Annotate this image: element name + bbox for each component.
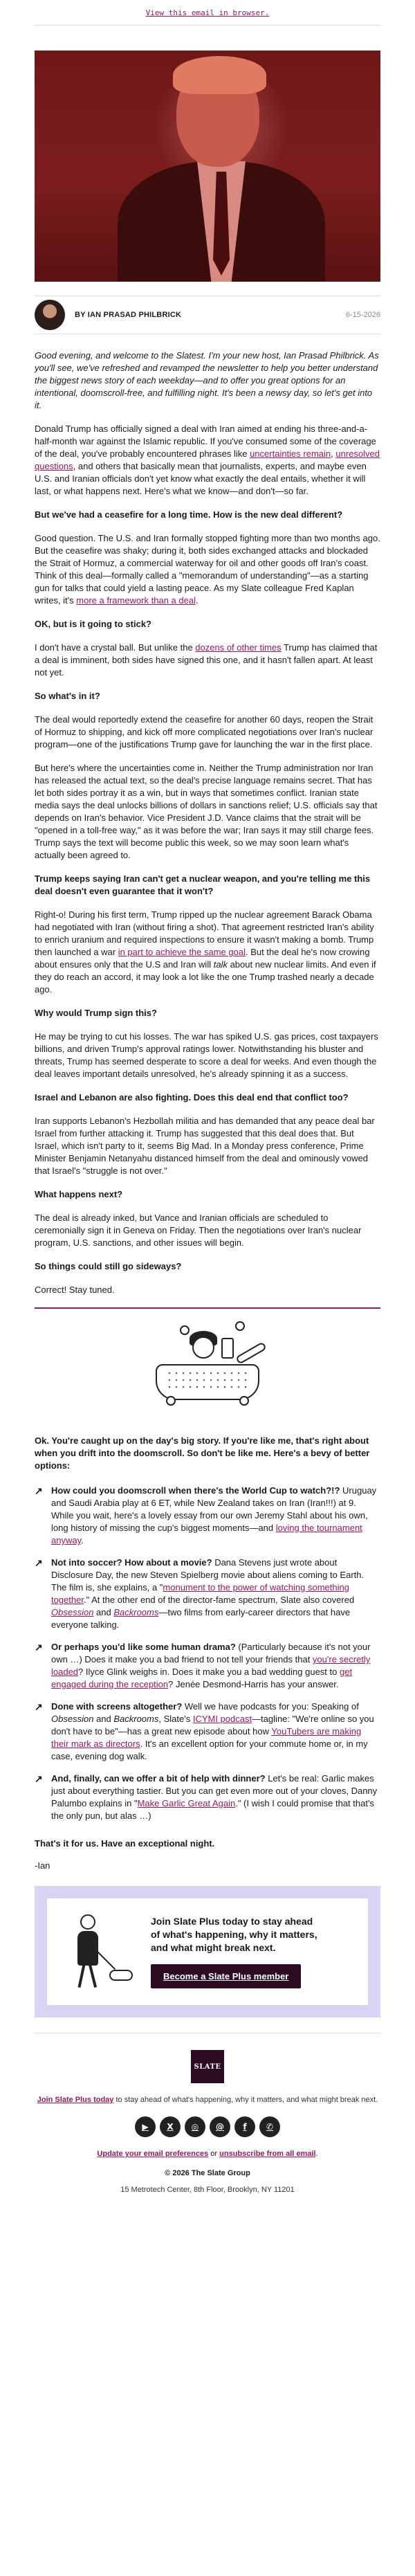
signature: -Ian: [35, 1860, 50, 1871]
section-question: What happens next?: [35, 1189, 123, 1199]
monument-link[interactable]: monument to the power of watching something together: [51, 1582, 349, 1605]
publish-date: 6-15-2026: [345, 311, 380, 319]
youtube-icon[interactable]: ▶: [135, 2116, 156, 2137]
icymi-podcast-link[interactable]: ICYMI podcast: [192, 1714, 252, 1724]
bathtub-illustration: [138, 1324, 277, 1421]
arrow-up-right-icon: ↗: [35, 1701, 43, 1712]
x-icon[interactable]: X: [160, 2116, 181, 2137]
section-question: OK, but is it going to stick?: [35, 619, 151, 629]
paragraph: Donald Trump has officially signed a deal with Iran aimed at ending his three-and-a-half-month war against the Islamic republic. If you've consumed some of the coverage of the deal, you've probably encountered phrases like uncertainties remain, unresolved questions, and others that basically mean that journalists, experts, and maybe even U.S. and Iranian officials don't yet know what exactly the deal entails, whether it will last, or what happens next. Here's what we know—and don't—so far.: [35, 424, 380, 496]
recommendations: [35, 1435, 380, 1872]
signoff-line: That's it for us. Have an exceptional night.: [35, 1838, 215, 1849]
dog-walker-illustration: [64, 1910, 140, 1993]
uncertainties-remain-link[interactable]: uncertainties remain: [250, 448, 331, 459]
promo-text: Join Slate Plus today to stay ahead of what's happening, why it matters, and what might break next.: [151, 1916, 317, 1953]
view-in-browser-link[interactable]: View this email in browser.: [145, 8, 270, 17]
youtubers-directors-link[interactable]: YouTubers are making their mark as directors: [51, 1726, 362, 1749]
top-bar: [0, 0, 415, 25]
copyright: © 2026 The Slate Group: [165, 2169, 250, 2177]
recommendations-lead: Ok. You're caught up on the day's big story. If you're like me, that's right about when you drift into the doomscroll. So don't be like me. Here's a bevy of better options:: [35, 1435, 370, 1471]
list-item: ↗ Done with screens altogether? Well we have podcasts for you: Speaking of Obsession and Backrooms, Slate's ICYMI podcast—tagline: "We're online so you don't have to be"—has a great new episode about how YouTubers are making their mark as directors. It's an excellent option for your commute home or, in my case, evening dog walk.: [35, 1701, 374, 1761]
section-question: Trump keeps saying Iran can't get a nuclear weapon, and you're telling me this deal doesn't even guarantee that it won't?: [35, 873, 371, 896]
article-body: [35, 350, 380, 1296]
section-question: So things could still go sideways?: [35, 1261, 182, 1271]
dog-icon: [109, 1970, 133, 1981]
obsession-link[interactable]: Obsession: [51, 1607, 94, 1617]
section-question: Israel and Lebanon are also fighting. Does this deal end that conflict too?: [35, 1092, 349, 1103]
facebook-icon[interactable]: f: [234, 2116, 255, 2137]
section-divider: [35, 1307, 380, 1309]
secretly-loaded-link[interactable]: you're secretly loaded: [51, 1654, 371, 1677]
whatsapp-icon[interactable]: ✆: [259, 2116, 280, 2137]
slate-plus-promo: [35, 1886, 380, 2017]
unsubscribe-link[interactable]: unsubscribe from all email: [219, 2150, 316, 2158]
paragraph: He may be trying to cut his losses. The war has spiked U.S. gas prices, cost taxpayers billions, and driven Trump's approval ratings lower. Notwithstanding his bluster and threats, Trump has seemed desperate to score a deal for weeks. And even though the deal leaves important details unresolved, he's already spinning it as a success.: [35, 1031, 378, 1079]
garlic-link[interactable]: Make Garlic Great Again: [137, 1798, 236, 1808]
arrow-up-right-icon: ↗: [35, 1773, 43, 1784]
author-name: BY IAN PRASAD PHILBRICK: [75, 311, 182, 319]
author-avatar: [35, 300, 65, 330]
threads-icon[interactable]: @: [210, 2116, 230, 2137]
update-preferences-link[interactable]: Update your email preferences: [97, 2150, 209, 2158]
loving-tournament-link[interactable]: loving the tournament anyway: [51, 1523, 362, 1545]
top-divider: [35, 25, 380, 26]
paragraph: I don't have a crystal ball. But unlike the dozens of other times Trump has claimed that a deal is imminent, both sides have signed this one, and it hasn't fallen apart. At least not yet.: [35, 642, 378, 678]
footer: [35, 2033, 380, 2194]
section-question: But we've had a ceasefire for a long time. How is the new deal different?: [35, 509, 343, 520]
phone-icon: [221, 1338, 234, 1359]
arrow-up-right-icon: ↗: [35, 1642, 43, 1653]
byline: [35, 296, 380, 334]
unresolved-questions-link[interactable]: unresolved questions: [35, 448, 380, 471]
paragraph: Correct! Stay tuned.: [35, 1285, 115, 1295]
list-item: ↗ How could you doomscroll when there's the World Cup to watch?!? Uruguay and Saudi Arabia play at 6 ET, while New Zealand takes on Iran (Iran!!!) at 9. While you wait, here's a lovely essay from our own Jeremy Stahl about his own, long history of missing the cup's biggest moments—and loving the tournament anyway.: [35, 1485, 377, 1545]
paragraph: The deal is already inked, but Vance and Iranian officials are scheduled to ceremonially sign it in Geneva on Friday. Then the negotiations over Iran's nuclear program, U.S. sanctions, and other issues will begin.: [35, 1213, 362, 1248]
email-preferences: Update your email preferences or unsubscribe from all email.: [97, 2150, 318, 2158]
list-item: ↗ Or perhaps you'd like some human drama? (Particularly because it's not your own …) Does it make you a bad friend to not tell your friends that you're secretly loaded? Ilyce Glink weighs in. Does it make you a bad wedding guest to get engaged during the reception? Jenée Desmond-Harris has your answer.: [35, 1642, 371, 1689]
intro-paragraph: Good evening, and welcome to the Slatest. I'm your new host, Ian Prasad Philbrick. As you'll see, we've refreshed and revamped the newsletter to help you better understand the biggest news story of each weekday—and to offer you great options for an intentional, doomscroll-free, and fulfilling night. It's been a newsy day, so let's get into it.: [35, 350, 379, 410]
section-question: Why would Trump sign this?: [35, 1008, 157, 1018]
paragraph: The deal would reportedly extend the ceasefire for another 60 days, reopen the Strait of Hormuz to shipping, and kick off more complicated negotiations over Iran's nuclear program—one of the justifications Trump gave for launching the war in the first place.: [35, 714, 374, 750]
paragraph: Good question. The U.S. and Iran formally stopped fighting more than two months ago. But the ceasefire was shaky; during it, both sides exchanged attacks and blockaded the Strait of Hormuz, a commercial waterway for oil and other goods off Iran's coast. Think of this deal—formally called a "memorandum of understanding"—as a starting gun for talks that could yield a lasting peace. As my Slate colleague Fred Kaplan writes, it's more a framework than a deal.: [35, 533, 380, 606]
same-goal-link[interactable]: in part to achieve the same goal: [118, 947, 246, 957]
paragraph: But here's where the uncertainties come in. Neither the Trump administration nor Iran has released the actual text, so the deal's precise language remains secret. That has let both sides portray it as a win, but in ways that sometimes conflict. Iranian state media says the deal unlocks billions of dollars in sanctions relief; U.S. officials say that depends on Iran's behavior. Vice President J.D. Vance claims that the strait will be "opened in a toll-free way," as it was before the war; Iran says it may still charge fees. Trump says the text will become public this week, so we may soon learn what's actually been agreed to.: [35, 763, 378, 860]
slate-logo[interactable]: SLATE: [191, 2050, 224, 2083]
backrooms-link[interactable]: Backrooms: [113, 1607, 159, 1617]
footer-join-text: Join Slate Plus today to stay ahead of what's happening, why it matters, and what might break next.: [37, 2096, 378, 2104]
paragraph: Right-o! During his first term, Trump ripped up the nuclear agreement Barack Obama had negotiated with Iran (without firing a shot). That agreement restricted Iran's ability to enrich uranium and required inspections to ensure it wasn't making a bomb. Trump then launched a war in part to achieve the same goal. But the deal he's now crowing about ensures only that the U.S and Iran will talk about new nuclear limits. And even if they do reach an accord, it may look a lot like the one Trump trashed nearly a decade ago.: [35, 909, 376, 995]
list-item: ↗ And, finally, can we offer a bit of help with dinner? Let's be real: Garlic makes just about everything tastier. But you can get even more out of your cloves, Danny Palumbo explains in "Make Garlic Great Again." (I wish I could promise that that's the only pun, but alas …): [35, 1773, 378, 1821]
arrow-up-right-icon: ↗: [35, 1557, 43, 1568]
social-links: [35, 2116, 380, 2137]
framework-link[interactable]: more a framework than a deal: [76, 595, 196, 606]
arrow-up-right-icon: ↗: [35, 1485, 43, 1496]
hero-image: [35, 51, 380, 282]
paragraph: Iran supports Lebanon's Hezbollah militia and has demanded that any peace deal bar Israel from further attacking it. Trump has suggested that this deal does that. But Israel, which isn't party to it, seems Big Mad. In a Monday press conference, Prime Minister Benjamin Netanyahu distanced himself from the deal and ominously vowed that Israel's "struggle is not over.": [35, 1116, 375, 1176]
dozens-of-times-link[interactable]: dozens of other times: [195, 642, 282, 653]
become-member-button[interactable]: Become a Slate Plus member: [151, 1964, 301, 1988]
instagram-icon[interactable]: ◎: [185, 2116, 205, 2137]
section-question: So what's in it?: [35, 691, 100, 701]
list-item: ↗ Not into soccer? How about a movie? Dana Stevens just wrote about Disclosure Day, the new Steven Spielberg movie about aliens coming to Earth. The film is, she explains, a "monument to the power of watching something together." At the other end of the director-fame spectrum, Slate also covered Obsession and Backrooms—two films from early-career directors that have everyone talking.: [35, 1557, 365, 1630]
address: 15 Metrotech Center, 8th Floor, Brooklyn, NY 11201: [120, 2186, 295, 2194]
engaged-reception-link[interactable]: get engaged during the reception: [51, 1667, 353, 1689]
join-slate-plus-link[interactable]: Join Slate Plus today: [37, 2096, 114, 2104]
